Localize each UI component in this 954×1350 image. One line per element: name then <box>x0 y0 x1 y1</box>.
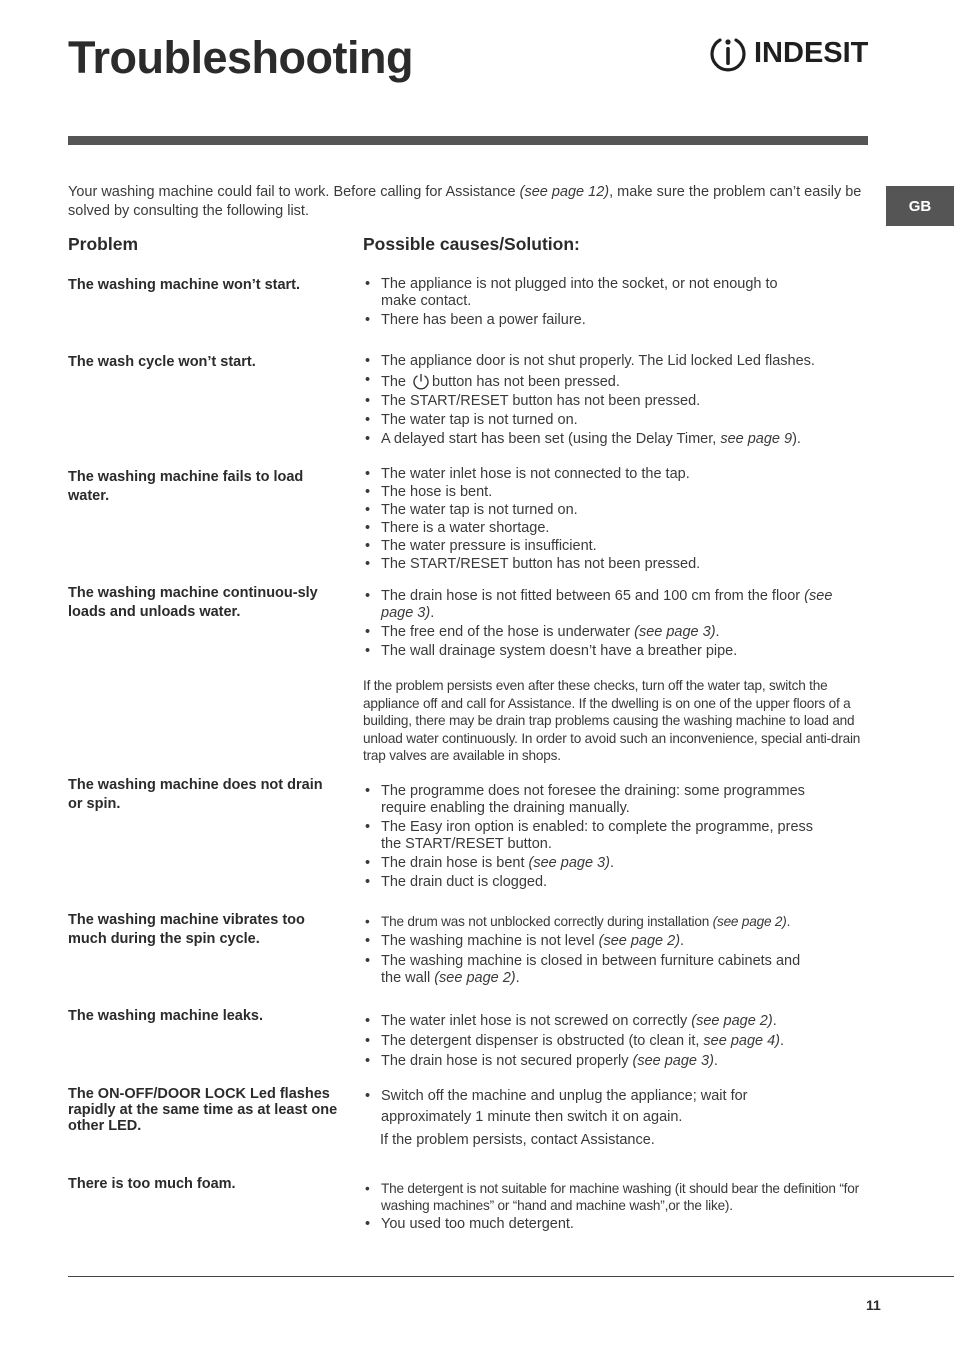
problem-label: There is too much foam. <box>68 1176 236 1192</box>
page-reference: (see page 12) <box>519 184 610 200</box>
cause-item: • The drain duct is clogged. <box>363 874 833 891</box>
causes-list <box>363 466 863 574</box>
cause-item: • The water inlet hose is not screwed on correctly (see page 2). <box>363 1013 863 1030</box>
cause-item: • The washing machine is closed in between furniture cabinets and the wall (see page 2). <box>363 953 823 987</box>
problem-label: The washing machine vibrates too much during the spin cycle. <box>68 912 305 947</box>
header-rule <box>68 136 868 145</box>
power-button-icon <box>412 372 430 390</box>
cause-item: • The START/RESET button has not been pressed. <box>363 556 863 572</box>
causes-list <box>363 1086 783 1130</box>
problem-label: The washing machine fails to load water. <box>68 469 304 504</box>
cause-item: • The water tap is not turned on. <box>363 412 863 429</box>
persist-note: If the problem persists even after these checks, turn off the water tap, switch the appliance off and call for Assistance. If the dwelling is on one of the upper floors of a building, there may be drain trap problems causing the washing machine to load and unload water continuously. In order to avoid such an inconvenience, special anti-drain trap valves are available in shops. <box>363 678 861 763</box>
cause-item: • The drain hose is bent (see page 3). <box>363 855 833 872</box>
causes-list <box>363 1180 868 1235</box>
causes-list <box>363 353 863 450</box>
cause-item: • The detergent is not suitable for machine washing (it should bear the definition “for washing machines” or “hand and machine wash”,or the like). <box>363 1180 868 1214</box>
cause-item: • There has been a power failure. <box>363 312 803 329</box>
causes-list <box>363 913 823 990</box>
causes-list <box>363 276 803 331</box>
causes-list <box>363 588 833 662</box>
cause-item: • The detergent dispenser is obstructed (to clean it, see page 4). <box>363 1033 863 1050</box>
cause-item: • The water pressure is insufficient. <box>363 538 863 554</box>
problem-column-heading: Problem <box>68 234 139 254</box>
cause-item: • The button has not been pressed. <box>363 372 863 391</box>
causes-list <box>363 1013 863 1073</box>
cause-item: • Switch off the machine and unplug the appliance; wait for approximately 1 minute then switch it on again. <box>363 1086 783 1128</box>
cause-item: • The programme does not foresee the draining: some programmes require enabling the draining manually. <box>363 783 833 817</box>
indesit-logo <box>708 33 870 75</box>
cause-item: • The hose is bent. <box>363 484 863 500</box>
intro-paragraph: Your washing machine could fail to work. Before calling for Assistance (see page 12), make sure the problem can’t easily be solved by consulting the following list. <box>68 184 862 219</box>
solution-column-heading: Possible causes/Solution: <box>363 234 580 254</box>
brand-wordmark: INDESIT <box>754 37 869 69</box>
cause-item: • You used too much detergent. <box>363 1216 868 1233</box>
cause-item: • The Easy iron option is enabled: to complete the programme, press the START/RESET button. <box>363 819 833 853</box>
cause-item: • The drain hose is not secured properly (see page 3). <box>363 1053 863 1070</box>
page-title: Troubleshooting <box>68 32 413 83</box>
cause-item: • There is a water shortage. <box>363 520 863 536</box>
problem-label: The washing machine does not drain or spin. <box>68 777 323 812</box>
causes-list <box>363 783 833 893</box>
persist-note: If the problem persists, contact Assistance. <box>380 1132 655 1148</box>
cause-item: • The appliance is not plugged into the socket, or not enough to make contact. <box>363 276 803 310</box>
cause-item: • The wall drainage system doesn’t have a breather pipe. <box>363 643 833 660</box>
language-tab: GB <box>886 186 954 226</box>
indesit-logo-icon <box>708 33 748 75</box>
cause-item: • The water tap is not turned on. <box>363 502 863 518</box>
cause-item: • The water inlet hose is not connected to the tap. <box>363 466 863 482</box>
cause-item: • A delayed start has been set (using the Delay Timer, see page 9). <box>363 431 863 448</box>
page-number: 11 <box>866 1297 881 1313</box>
cause-item: • The free end of the hose is underwater (see page 3). <box>363 624 833 641</box>
problem-label: The washing machine leaks. <box>68 1008 264 1024</box>
problem-label: The ON-OFF/DOOR LOCK Led flashes rapidly at the same time as at least one other LED. <box>68 1086 338 1134</box>
footer-rule <box>68 1276 954 1277</box>
problem-label: The washing machine continuou-sly loads and unloads water. <box>68 585 318 620</box>
cause-item: • The drain hose is not fitted between 65 and 100 cm from the floor (see page 3). <box>363 588 833 622</box>
cause-item: • The washing machine is not level (see page 2). <box>363 933 823 950</box>
cause-item: • The START/RESET button has not been pressed. <box>363 393 863 410</box>
cause-item: • The appliance door is not shut properly. The Lid locked Led flashes. <box>363 353 863 370</box>
problem-label: The washing machine won’t start. <box>68 277 301 293</box>
problem-label: The wash cycle won’t start. <box>68 354 256 370</box>
cause-item: • The drum was not unblocked correctly during installation (see page 2). <box>363 913 823 930</box>
